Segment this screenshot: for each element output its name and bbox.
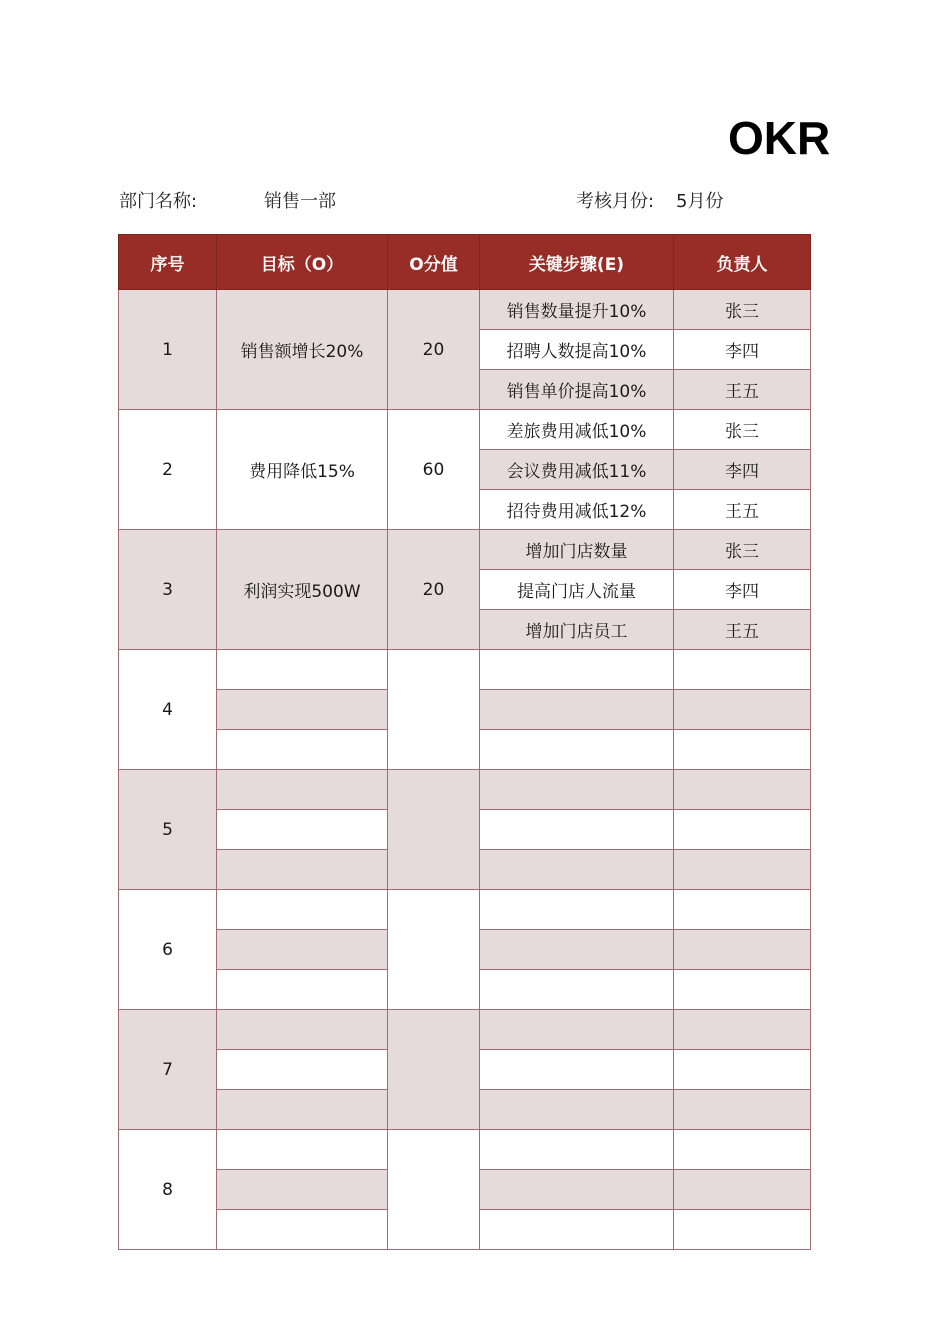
month-value: 5月份	[676, 191, 724, 212]
key-step-cell[interactable]: 销售数量提升10%	[480, 290, 674, 330]
key-step-cell[interactable]	[480, 970, 674, 1010]
owner-cell[interactable]	[674, 970, 811, 1010]
dept-label: 部门名称:	[119, 191, 198, 212]
okr-table	[118, 234, 811, 1250]
key-step-cell[interactable]: 提高门店人流量	[480, 570, 674, 610]
key-step-cell[interactable]	[480, 650, 674, 690]
key-step-cell[interactable]: 会议费用减低11%	[480, 450, 674, 490]
key-step-cell[interactable]: 销售单价提高10%	[480, 370, 674, 410]
table-row	[119, 290, 811, 330]
owner-cell[interactable]	[674, 930, 811, 970]
objective-cell[interactable]: 利润实现500W	[217, 530, 388, 650]
objective-cell[interactable]	[217, 850, 388, 890]
score-cell[interactable]: 60	[388, 410, 480, 530]
table-row	[119, 770, 811, 810]
key-step-cell[interactable]	[480, 890, 674, 930]
month-label: 考核月份:	[576, 191, 655, 212]
owner-cell[interactable]: 王五	[674, 610, 811, 650]
row-number: 1	[119, 290, 217, 410]
owner-cell[interactable]: 张三	[674, 290, 811, 330]
row-number: 7	[119, 1010, 217, 1130]
owner-cell[interactable]	[674, 810, 811, 850]
key-step-cell[interactable]: 招聘人数提高10%	[480, 330, 674, 370]
header-key-step: 关键步骤(E)	[480, 235, 674, 290]
owner-cell[interactable]	[674, 890, 811, 930]
objective-cell[interactable]	[217, 1210, 388, 1250]
key-step-cell[interactable]	[480, 930, 674, 970]
owner-cell[interactable]: 李四	[674, 570, 811, 610]
objective-cell[interactable]	[217, 1170, 388, 1210]
score-cell[interactable]	[388, 890, 480, 1010]
objective-cell[interactable]	[217, 1050, 388, 1090]
table-row	[119, 890, 811, 930]
objective-cell[interactable]	[217, 970, 388, 1010]
row-number: 8	[119, 1130, 217, 1250]
objective-cell[interactable]: 销售额增长20%	[217, 290, 388, 410]
score-cell[interactable]: 20	[388, 290, 480, 410]
owner-cell[interactable]	[674, 1050, 811, 1090]
objective-cell[interactable]	[217, 690, 388, 730]
page-title: OKR	[728, 112, 831, 164]
key-step-cell[interactable]	[480, 770, 674, 810]
table-row	[119, 1010, 811, 1050]
objective-cell[interactable]	[217, 730, 388, 770]
key-step-cell[interactable]	[480, 690, 674, 730]
header-score: O分值	[388, 235, 480, 290]
key-step-cell[interactable]	[480, 850, 674, 890]
key-step-cell[interactable]: 增加门店数量	[480, 530, 674, 570]
objective-cell[interactable]	[217, 1010, 388, 1050]
table-header-row	[119, 235, 811, 290]
owner-cell[interactable]	[674, 850, 811, 890]
table-row	[119, 410, 811, 450]
owner-cell[interactable]	[674, 650, 811, 690]
table-row	[119, 1130, 811, 1170]
header-objective: 目标（O）	[217, 235, 388, 290]
owner-cell[interactable]	[674, 690, 811, 730]
score-cell[interactable]	[388, 1010, 480, 1130]
owner-cell[interactable]	[674, 1010, 811, 1050]
owner-cell[interactable]	[674, 770, 811, 810]
table-row	[119, 530, 811, 570]
objective-cell[interactable]	[217, 650, 388, 690]
objective-cell[interactable]	[217, 1130, 388, 1170]
owner-cell[interactable]: 王五	[674, 490, 811, 530]
key-step-cell[interactable]	[480, 1130, 674, 1170]
score-cell[interactable]	[388, 770, 480, 890]
table-row	[119, 650, 811, 690]
owner-cell[interactable]	[674, 1170, 811, 1210]
owner-cell[interactable]	[674, 730, 811, 770]
row-number: 2	[119, 410, 217, 530]
header-owner: 负责人	[674, 235, 811, 290]
key-step-cell[interactable]: 招待费用减低12%	[480, 490, 674, 530]
owner-cell[interactable]: 王五	[674, 370, 811, 410]
key-step-cell[interactable]	[480, 730, 674, 770]
owner-cell[interactable]: 张三	[674, 530, 811, 570]
score-cell[interactable]	[388, 1130, 480, 1250]
owner-cell[interactable]: 张三	[674, 410, 811, 450]
objective-cell[interactable]	[217, 770, 388, 810]
row-number: 6	[119, 890, 217, 1010]
key-step-cell[interactable]	[480, 1090, 674, 1130]
objective-cell[interactable]	[217, 890, 388, 930]
header-no: 序号	[119, 235, 217, 290]
owner-cell[interactable]: 李四	[674, 450, 811, 490]
score-cell[interactable]: 20	[388, 530, 480, 650]
key-step-cell[interactable]	[480, 810, 674, 850]
row-number: 5	[119, 770, 217, 890]
key-step-cell[interactable]	[480, 1170, 674, 1210]
key-step-cell[interactable]	[480, 1010, 674, 1050]
key-step-cell[interactable]	[480, 1050, 674, 1090]
objective-cell[interactable]	[217, 810, 388, 850]
owner-cell[interactable]	[674, 1130, 811, 1170]
key-step-cell[interactable]: 增加门店员工	[480, 610, 674, 650]
key-step-cell[interactable]: 差旅费用减低10%	[480, 410, 674, 450]
objective-cell[interactable]	[217, 930, 388, 970]
key-step-cell[interactable]	[480, 1210, 674, 1250]
objective-cell[interactable]: 费用降低15%	[217, 410, 388, 530]
owner-cell[interactable]	[674, 1210, 811, 1250]
owner-cell[interactable]	[674, 1090, 811, 1130]
dept-value: 销售一部	[264, 191, 336, 212]
owner-cell[interactable]: 李四	[674, 330, 811, 370]
row-number: 4	[119, 650, 217, 770]
objective-cell[interactable]	[217, 1090, 388, 1130]
score-cell[interactable]	[388, 650, 480, 770]
row-number: 3	[119, 530, 217, 650]
